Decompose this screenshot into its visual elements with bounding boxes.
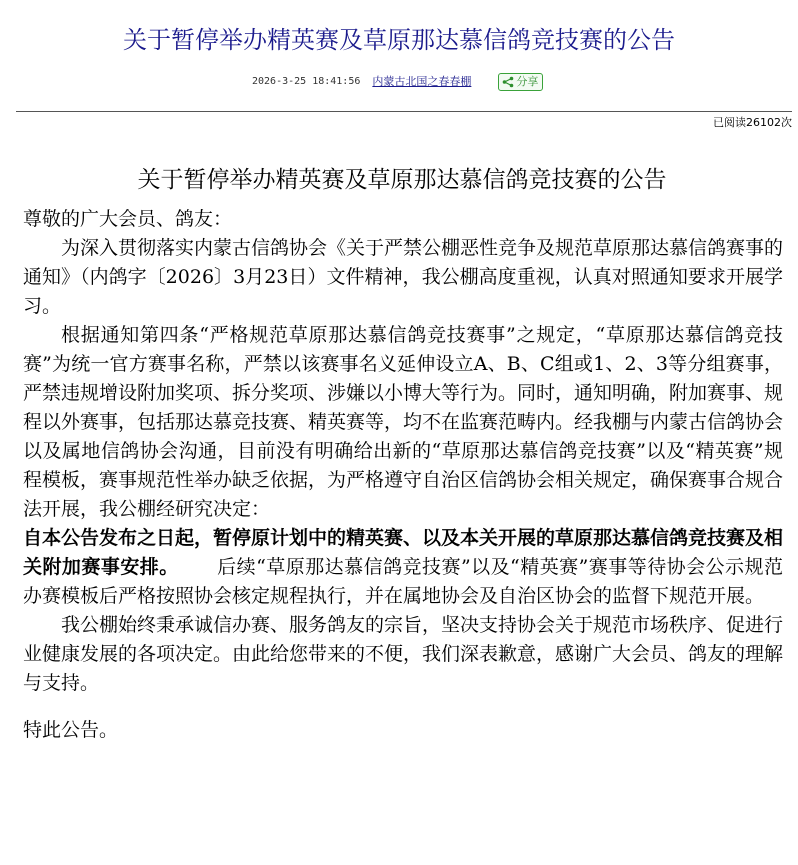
paragraph-3-rest: 后续“草原那达慕信鸽竞技赛”以及“精英赛”赛事等待协会公示规范办赛模板后严格按照协会核定规程执行，并在属地协会及自治区协会的监督下规范开展。 (23, 556, 783, 607)
paragraph-3 (23, 524, 783, 611)
salutation: 尊敬的广大会员、鸽友： (23, 208, 233, 230)
read-count: 已阅读26102次 (713, 116, 792, 129)
paragraph-3-bold: 自本公告发布之日起，暂停原计划中的精英赛、以及本关开展的草原那达慕信鸽竞技赛及相关附加赛事安排。 (23, 527, 784, 578)
article-body (23, 160, 783, 745)
share-icon (502, 76, 514, 88)
page-title: 关于暂停举办精英赛及草原那达慕信鸽竞技赛的公告 (123, 26, 675, 54)
source-link[interactable]: 内蒙古北国之春春棚 (372, 75, 472, 88)
paragraph-1: 为深入贯彻落实内蒙古信鸽协会《关于严禁公棚恶性竞争及规范草原那达慕信鸽赛事的通知》（内鸽字〔2026〕3月23日）文件精神，我公棚高度重视，认真对照通知要求开展学习。 (23, 237, 784, 317)
share-button[interactable] (498, 73, 543, 91)
paragraph-2: 根据通知第四条“严格规范草原那达慕信鸽竞技赛事”之规定，“草原那达慕信鸽竞技赛”为统一官方赛事名称，严禁以该赛事名义延伸设立A、B、C组或1、2、3等分组赛事，严禁违规增设附加奖项、拆分奖项、涉嫌以小博大等行为。同时，通知明确，附加赛事、规程以外赛事，包括那达慕竞技赛、精英赛等，均不在监赛范畴内。经我棚与内蒙古信鸽协会以及属地信鸽协会沟通，目前没有明确给出新的“草原那达慕信鸽竞技赛”以及“精英赛”规程模板，赛事规范性举办缺乏依据，为严格遵守自治区信鸽协会相关规定，确保赛事合规合法开展，我公棚经研究决定： (23, 324, 784, 520)
meta-row (252, 73, 543, 91)
closing: 特此公告。 (23, 719, 119, 741)
share-label: 分享 (516, 75, 539, 88)
header-divider (16, 111, 792, 112)
publish-date: 2026-3-25 18:41:56 (252, 76, 361, 87)
article-title: 关于暂停举办精英赛及草原那达慕信鸽竞技赛的公告 (137, 167, 667, 193)
paragraph-4: 我公棚始终秉承诚信办赛、服务鸽友的宗旨，坚决支持协会关于规范市场秩序、促进行业健康发展的各项决定。由此给您带来的不便，我们深表歉意，感谢广大会员、鸽友的理解与支持。 (23, 614, 784, 694)
